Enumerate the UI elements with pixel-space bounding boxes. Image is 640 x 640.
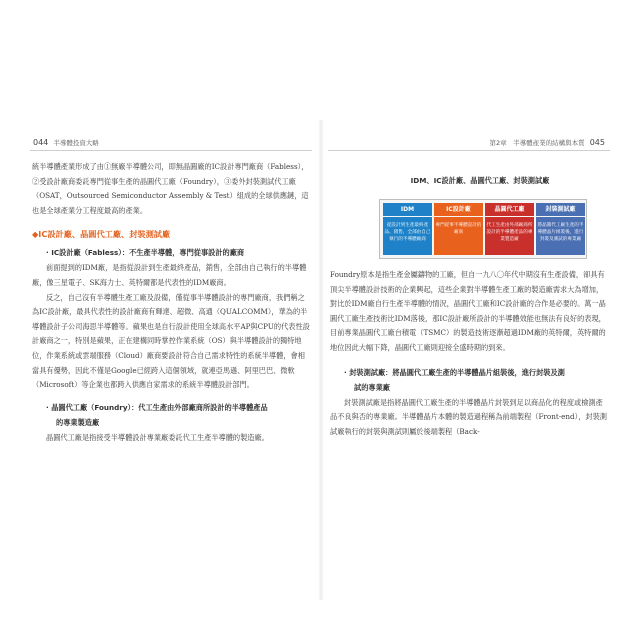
foundry-box-head: 晶圓代工廠	[485, 203, 534, 216]
ic-design-box-body: 專門從事半導體設計的廠商	[434, 217, 483, 255]
ic-design-box-head: IC設計廠	[434, 203, 483, 216]
right-header-rule	[328, 150, 610, 151]
osat-box-body: 將晶圓代工廠生產的半導體晶片組裝後，進行封裝及測試的專業廠	[536, 217, 585, 255]
foundry-history-paragraph: Foundry原本是指生產金屬鑄物的工廠，但自一九八〇年代中期沒有生產設備，卻具有頂尖半導體設計技術的企業興起，這些企業對半導體生產工廠的製造廠需求大為增加，對比於IDM廠自行生產半導體的情況，晶圓代工廠和IC設計廠的合作是必要的。萬一晶圓代工廠生產技術比IDM落後，那IC設計廠所設計的半導體效能也無法有良好的表現，目前專業晶圓代工廠台積電（TSMC）的製造技術逐漸超過IDM廠的英特爾，英特爾的地位因此大幅下降，晶圓代工廠則迎接全盛時期的到來。	[330, 270, 606, 352]
foundry-box-body: 代工生產由外部廠商所設計的半導體產品的專業製造廠	[485, 217, 534, 255]
diagram-title: IDM、IC設計廠、晶圓代工廠、封裝測試廠	[410, 176, 550, 185]
left-book-title: 半導體投資大略	[53, 139, 99, 147]
book-gutter	[318, 120, 324, 600]
right-page-header	[490, 138, 609, 147]
foundry-box	[485, 203, 534, 255]
intro-paragraph: 統半導體產業形成了由①無廠半導體公司，即無晶圓廠的IC設計專門廠商（Fabless），②受設計廠商委託專門從事生產的晶圓代工廠（Foundry），③委外封裝測試代工廠（OSAT，Outsourced Semiconductor Assembly & Test）組成的全球供應鏈，這也是全球產業分工程度最高的產業。	[32, 162, 309, 215]
foundry-subheading: · 晶圓代工廠（Foundry）：代工生產由外部廠商所設計的半導體產品	[46, 402, 268, 412]
fabless-paragraph-1: 前面提到的IDM廠，是指從設計到生產最終產品，銷售，全部由自己執行的半導體廠，像三星電子、SK海力士、英特爾都是代表性的IDM廠商。	[32, 263, 307, 287]
left-page-number: 044	[33, 138, 49, 147]
idm-box-body: 從設計到生產最終產品、銷售，全部由自己執行的半導體廠商	[383, 217, 432, 255]
right-chapter-title: 第2章 半導體產業的結構與本質	[489, 139, 585, 147]
left-page-header	[30, 138, 99, 147]
section-heading: ◆IC設計廠、晶圓代工廠、封裝測試廠	[32, 229, 171, 240]
foundry-subheading-cont: 的專業製造廠	[56, 417, 100, 427]
osat-subheading-cont: 試的專業廠	[354, 382, 390, 392]
left-page-body	[32, 160, 310, 445]
ic-design-box	[434, 203, 483, 255]
idm-box-head: IDM	[383, 203, 432, 216]
foundry-paragraph-1: 晶圓代工廠是指接受半導體設計專業廠委託代工生產半導體的製造廠。	[46, 432, 269, 442]
industry-structure-diagram	[379, 199, 587, 259]
right-page-number: 045	[589, 138, 605, 147]
fabless-subheading: · IC設計廠（Fabless）：不生產半導體，專門從事設計的廠商	[46, 248, 245, 258]
osat-subheading: · 封裝測試廠：將晶圓代工廠生產的半導體晶片組裝後，進行封裝及測	[344, 367, 565, 377]
fabless-paragraph-2: 反之，自己沒有半導體生產工廠及設備，僅從事半導體設計的專門廠商，我們稱之為IC設計廠，最具代表性的設計廠商有輝達、超微、高通（QUALCOMM），華為的半導體設計子公司海思半導體等。蘋果也是自行設計使用全球高水平AP與CPU的代表性設計廠商之一，特別是蘋果，正在建構同時掌控作業系統（OS）與半導體設計的獨特地位，作業系統或雲端服務（Cloud）廠商要設計符合自己需求特性的系統半導體，會相當具有優勢，因此不僅是Google已經跨入這個領域，就連亞馬遜、阿里巴巴、微軟（Microsoft）等企業也都跨入供應自家需求的系統半導體設計部門。	[32, 292, 310, 390]
osat-box	[536, 203, 585, 255]
osat-box-head: 封裝測試廠	[536, 203, 585, 216]
left-header-rule	[30, 150, 312, 151]
right-page-body	[330, 268, 608, 439]
osat-paragraph: 封裝測試廠是指將晶圓代工廠生產的半導體晶片封裝到足以商品化的程度或檢測產品不良與否的專業廠。半導體晶片本體的製造過程稱為前端製程（Front-end），封裝測試廠執行的封裝與測試則屬於後端製程（Back-	[330, 397, 607, 436]
idm-box	[383, 203, 432, 255]
